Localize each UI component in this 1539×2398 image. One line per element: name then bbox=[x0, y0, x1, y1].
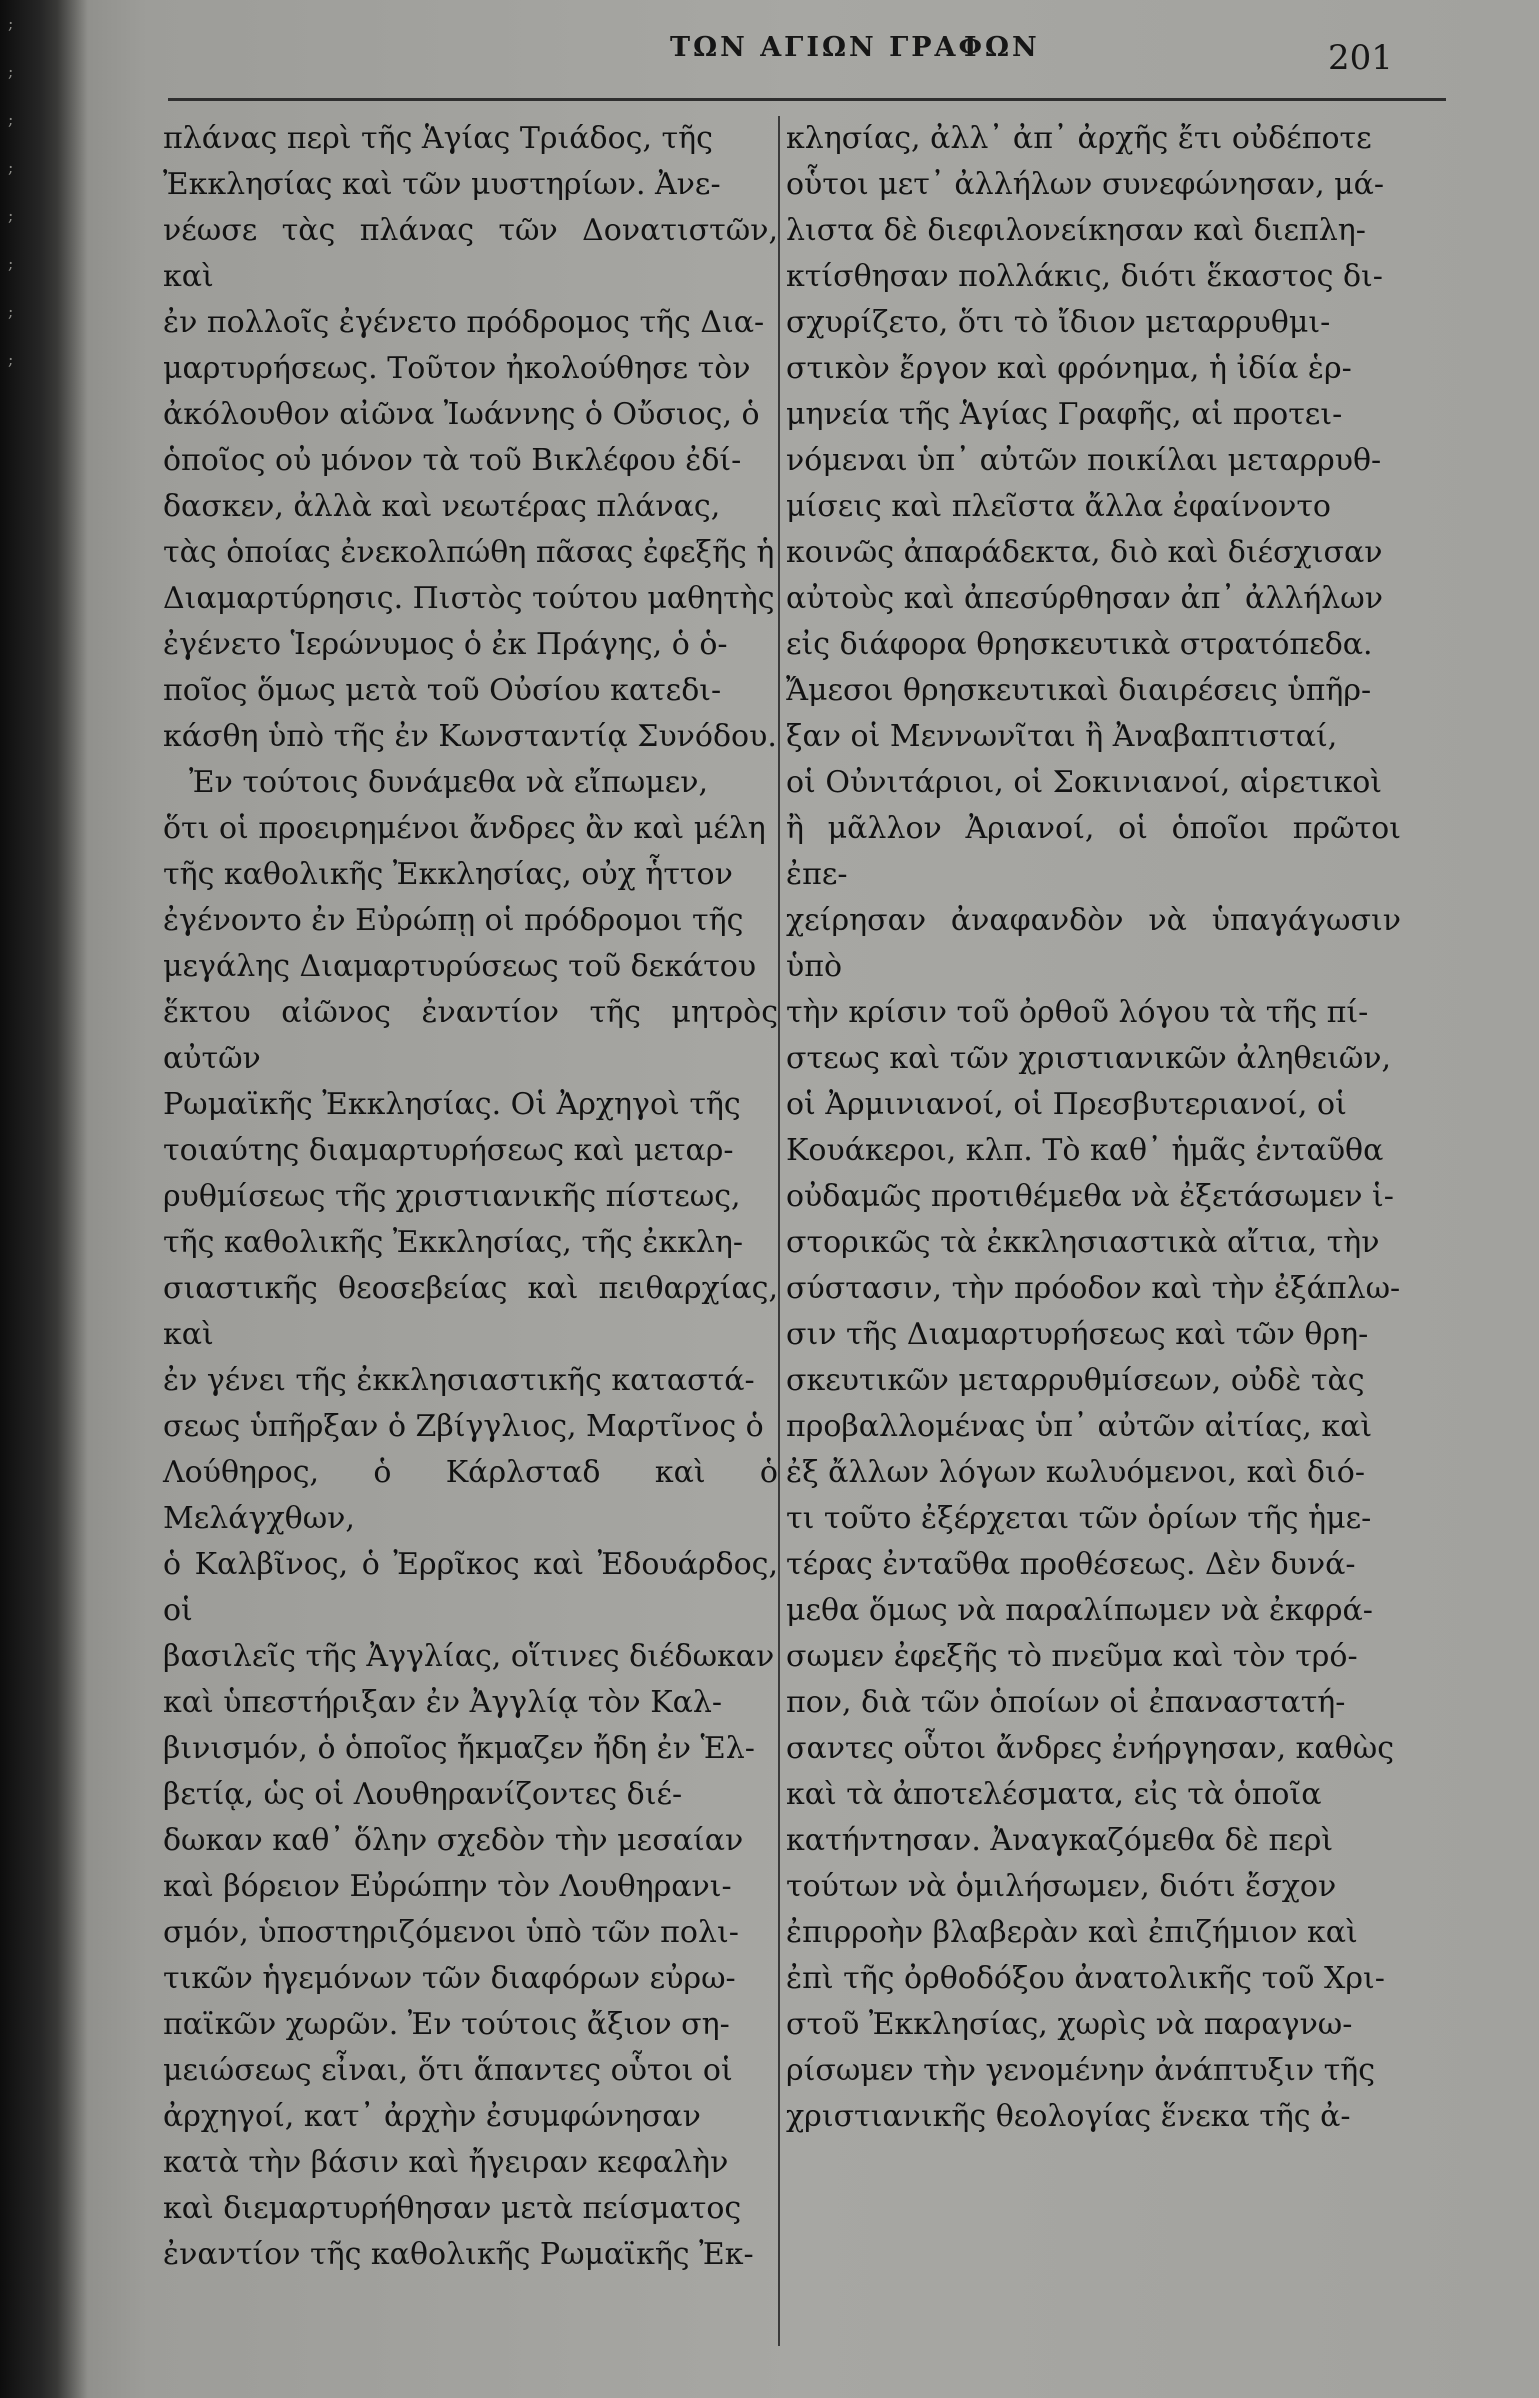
facing-page-bleed: ; ; ; ; ; ; ; ; bbox=[8, 14, 14, 369]
header-rule bbox=[168, 98, 1446, 101]
left-text-column bbox=[163, 116, 778, 2278]
right-paragraph-1: κλησίας, ἀλλ᾽ ἀπ᾽ ἀρχῆς ἔτι οὐδέποτε οὗτοι μετ᾽ ἀλλήλων συνεφώνησαν, μά- λιστα δὲ διεφιλονείκησαν καὶ διεπλη- κτίσθησαν πολλάκις, διότι ἕκαστος δι- σχυρίζετο, ὅτι τὸ ἴδιον μεταρρυθμι- στικὸν ἔργον καὶ φρόνημα, ἡ ἰδία ἑρ- μηνεία τῆς Ἁγίας Γραφῆς, αἱ προτει- νόμεναι ὑπ᾽ αὐτῶν ποικίλαι μεταρρυθ- μίσεις καὶ πλεῖστα ἄλλα ἐφαίνοντο κοινῶς ἀπαράδεκτα, διὸ καὶ διέσχισαν αὐτοὺς καὶ ἀπεσύρθησαν ἀπ᾽ ἀλλήλων εἰς διάφορα θρησκευτικὰ στρατόπεδα. bbox=[786, 121, 1385, 662]
right-paragraph-2: Ἄμεσοι θρησκευτικαὶ διαιρέσεις ὑπῆρ- ξαν οἱ Μεννωνῖται ἢ Ἀναβαπτισταί, οἱ Οὐνιτάριοι, οἱ Σοκινιανοί, αἱρετικοὶ ἢ μᾶλλον Ἀριανοί, οἱ ὁποῖοι πρῶτοι ἐπε- χείρησαν ἀναφανδὸν νὰ ὑπαγάγωσιν ὑπὸ τὴν κρίσιν τοῦ ὀρθοῦ λόγου τὰ τῆς πί- στεως καὶ τῶν χριστιανικῶν ἀληθειῶν, οἱ Ἀρμινιανοί, οἱ Πρεσβυτεριανοί, οἱ Κουάκεροι, κλπ. Τὸ καθ᾽ ἡμᾶς ἐνταῦθα οὐδαμῶς προτιθέμεθα νὰ ἐξετάσωμεν ἱ- στορικῶς τὰ ἐκκλησιαστικὰ αἴτια, τὴν σύστασιν, τὴν πρόοδον καὶ τὴν ἐξάπλω- σιν τῆς Διαμαρτυρήσεως καὶ τῶν θρη- σκευτικῶν μεταρρυθμίσεων, οὐδὲ τὰς προβαλλομένας ὑπ᾽ αὐτῶν αἰτίας, καὶ ἐξ ἄλλων λόγων κωλυόμενοι, καὶ διό- τι τοῦτο ἐξέρχεται τῶν ὁρίων τῆς ἡμε- τέρας ἐνταῦθα προθέσεως. Δὲν δυνά- μεθα ὅμως νὰ παραλίπωμεν νὰ ἐκφρά- σωμεν ἐφεξῆς τὸ πνεῦμα καὶ τὸν τρό- πον, διὰ τῶν ὁποίων οἱ ἐπαναστατή- σαντες οὗτοι ἄνδρες ἐνήργησαν, καθὼς καὶ τὰ ἀποτελέσματα, εἰς τὰ ὁποῖα κατήντησαν. Ἀναγκαζόμεθα δὲ περὶ τούτων νὰ ὁμιλήσωμεν, διότι ἔσχον ἐπιρροὴν βλαβερὰν καὶ ἐπιζήμιον καὶ ἐπὶ τῆς ὀρθοδόξου ἀνατολικῆς τοῦ Χρι- στοῦ Ἐκκλησίας, χωρὶς νὰ παραγνω- ρίσωμεν τὴν γενομένην ἀνάπτυξιν τῆς χριστιανικῆς θεολογίας ἕνεκα τῆς ἀ- bbox=[786, 673, 1401, 2134]
running-head: ΤΩΝ ΑΓΙΩΝ ΓΡΑΦΩΝ bbox=[670, 32, 1040, 63]
page-number: 201 bbox=[1328, 38, 1393, 78]
left-paragraph-2: Ἐν τούτοις δυνάμεθα νὰ εἴπωμεν, ὅτι οἱ προειρημένοι ἄνδρες ἂν καὶ μέλη τῆς καθολικῆς Ἐκκλησίας, οὐχ ἧττον ἐγένοντο ἐν Εὐρώπῃ οἱ πρόδρομοι τῆς μεγάλης Διαμαρτυρύσεως τοῦ δεκάτου ἕκτου αἰῶνος ἐναντίον τῆς μητρὸς αὐτῶν Ρωμαϊκῆς Ἐκκλησίας. Οἱ Ἀρχηγοὶ τῆς τοιαύτης διαμαρτυρήσεως καὶ μεταρ- ρυθμίσεως τῆς χριστιανικῆς πίστεως, τῆς καθολικῆς Ἐκκλησίας, τῆς ἐκκλη- σιαστικῆς θεοσεβείας καὶ πειθαρχίας, καὶ ἐν γένει τῆς ἐκκλησιαστικῆς καταστά- σεως ὑπῆρξαν ὁ Ζβίγγλιος, Μαρτῖνος ὁ Λούθηρος, ὁ Κάρλσταδ καὶ ὁ Μελάγχθων, ὁ Καλβῖνος, ὁ Ἐρρῖκος καὶ Ἐδουάρδος, οἱ βασιλεῖς τῆς Ἀγγλίας, οἵτινες διέδωκαν καὶ ὑπεστήριξαν ἐν Ἀγγλίᾳ τὸν Καλ- βινισμόν, ὁ ὁποῖος ἤκμαζεν ἤδη ἐν Ἑλ- βετίᾳ, ὡς οἱ Λουθηρανίζοντες διέ- δωκαν καθ᾽ ὅλην σχεδὸν τὴν μεσαίαν καὶ βόρειον Εὐρώπην τὸν Λουθηρανι- σμόν, ὑποστηριζόμενοι ὑπὸ τῶν πολι- τικῶν ἡγεμόνων τῶν διαφόρων εὐρω- παϊκῶν χωρῶν. Ἐν τούτοις ἄξιον ση- μειώσεως εἶναι, ὅτι ἅπαντες οὗτοι οἱ ἀρχηγοί, κατ᾽ ἀρχὴν ἐσυμφώνησαν κατὰ τὴν βάσιν καὶ ἤγειραν κεφαλὴν καὶ διεμαρτυρήθησαν μετὰ πείσματος ἐναντίον τῆς καθολικῆς Ρωμαϊκῆς Ἐκ- bbox=[163, 765, 778, 2272]
right-text-column bbox=[786, 116, 1401, 2140]
left-paragraph-1: πλάνας περὶ τῆς Ἁγίας Τριάδος, τῆς Ἐκκλησίας καὶ τῶν μυστηρίων. Ἀνε- νέωσε τὰς πλάνας τῶν Δονατιστῶν, καὶ ἐν πολλοῖς ἐγένετο πρόδρομος τῆς Δια- μαρτυρήσεως. Τοῦτον ἠκολούθησε τὸν ἀκόλουθον αἰῶνα Ἰωάννης ὁ Οὔσιος, ὁ ὁποῖος οὐ μόνον τὰ τοῦ Βικλέφου ἐδί- δασκεν, ἀλλὰ καὶ νεωτέρας πλάνας, τὰς ὁποίας ἐνεκολπώθη πᾶσας ἐφεξῆς ἡ Διαμαρτύρησις. Πιστὸς τούτου μαθητὴς ἐγένετο Ἱερώνυμος ὁ ἐκ Πράγης, ὁ ὁ- ποῖος ὅμως μετὰ τοῦ Οὐσίου κατεδι- κάσθη ὑπὸ τῆς ἐν Κωνσταντίᾳ Συνόδου. bbox=[163, 121, 778, 754]
column-divider bbox=[778, 116, 780, 2346]
gutter-shadow bbox=[58, 0, 88, 2398]
